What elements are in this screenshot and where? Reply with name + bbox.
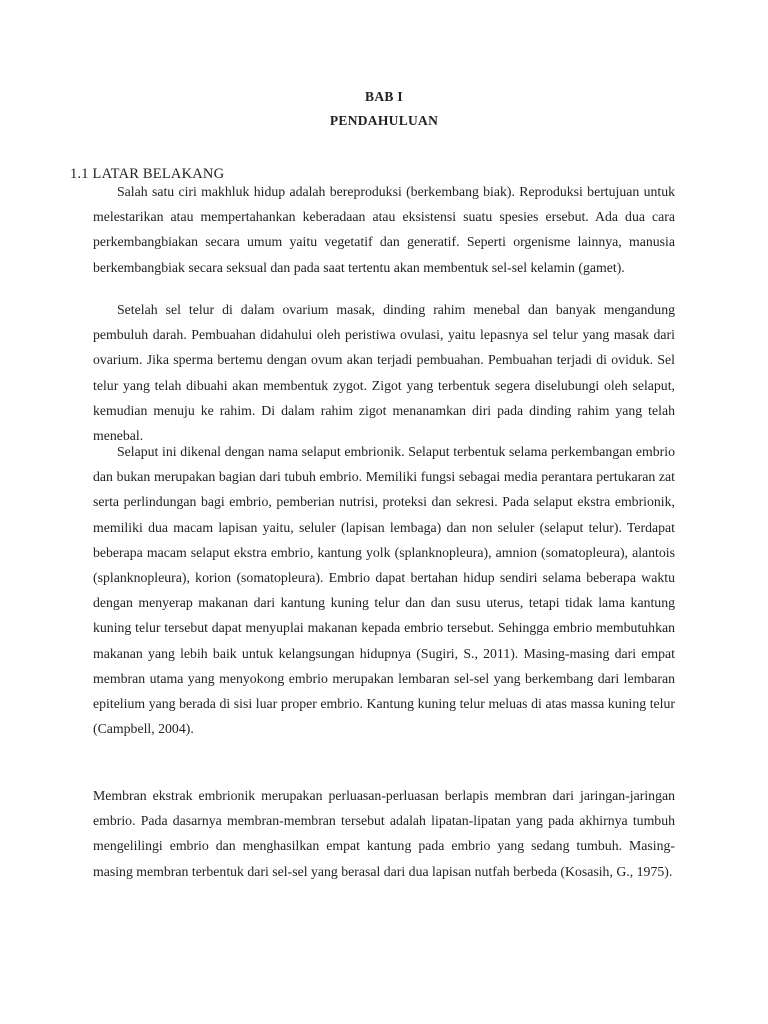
section-heading: 1.1 LATAR BELAKANG bbox=[70, 166, 225, 182]
paragraph: Membran ekstrak embrionik merupakan perluasan-perluasan berlapis membran dari jaringan-jaringan embrio. Pada dasarnya membran-membran tersebut adalah lipatan-lipatan yang pada akhirnya tumbuh mengelilingi embrio dan menghasilkan empat kantung pada embrio yang sedang tumbuh. Masing-masing membran terbentuk dari sel-sel yang berasal dari dua lapisan nutfah berbeda (Kosasih, G., 1975). bbox=[93, 788, 675, 879]
paragraph: Salah satu ciri makhluk hidup adalah bereproduksi (berkembang biak). Reproduksi bertujuan untuk melestarikan atau mempertahankan keberadaan atau eksistensi suatu spesies ersebut. Ada dua cara perkembangbiakan secara umum yaitu vegetatif dan generatif. Seperti orgenisme lainnya, manusia berkembangbiak secara seksual dan pada saat tertentu akan membentuk sel-sel kelamin (gamet). bbox=[93, 184, 675, 275]
chapter-title: PENDAHULUAN bbox=[329, 113, 439, 128]
chapter-number: BAB I bbox=[365, 89, 403, 104]
paragraph: Selaput ini dikenal dengan nama selaput embrionik. Selaput terbentuk selama perkembangan embrio dan bukan merupakan bagian dari tubuh embrio. Memiliki fungsi sebagai media perantara pertukaran zat serta perlindungan bagi embrio, pemberian nutrisi, proteksi dan sekresi. Pada selaput ekstra embrionik, memiliki dua macam lapisan yaitu, seluler (lapisan lembaga) dan non seluler (selaput telur). Terdapat beberapa macam selaput ekstra embrio, kantung yolk (splanknopleura), amnion (somatopleura), alantois (splanknopleura), korion (somatopleura). Embrio dapat bertahan hidup sendiri selama beberapa waktu dengan menyerap makanan dari kantung kuning telur dan dan susu uterus, tetapi tidak lama kantung kuning telur tersebut dapat menyuplai makanan kepada embrio tersebut. Sehingga embrio membutuhkan makanan yang lebih baik untuk kelangsungan hidupnya (Sugiri, S., 2011). Masing-masing dari empat membran utama yang menyokong embrio merupakan lembaran sel-sel yang berkembang dari lembaran epitelium yang berada di sisi luar proper embrio. Kantung kuning telur meluas di atas massa kuning telur (Campbell, 2004). bbox=[93, 444, 675, 737]
paragraph: Setelah sel telur di dalam ovarium masak, dinding rahim menebal dan banyak mengandung pembuluh darah. Pembuahan didahului oleh peristiwa ovulasi, yaitu lepasnya sel telur yang masak dari ovarium. Jika sperma bertemu dengan ovum akan terjadi pembuahan. Pembuahan terjadi di oviduk. Sel telur yang telah dibuahi akan membentuk zygot. Zigot yang terbentuk segera diselubungi oleh selaput, kemudian menuju ke rahim. Di dalam rahim zigot menanamkan diri pada dinding rahim yang telah menebal. bbox=[93, 302, 675, 444]
